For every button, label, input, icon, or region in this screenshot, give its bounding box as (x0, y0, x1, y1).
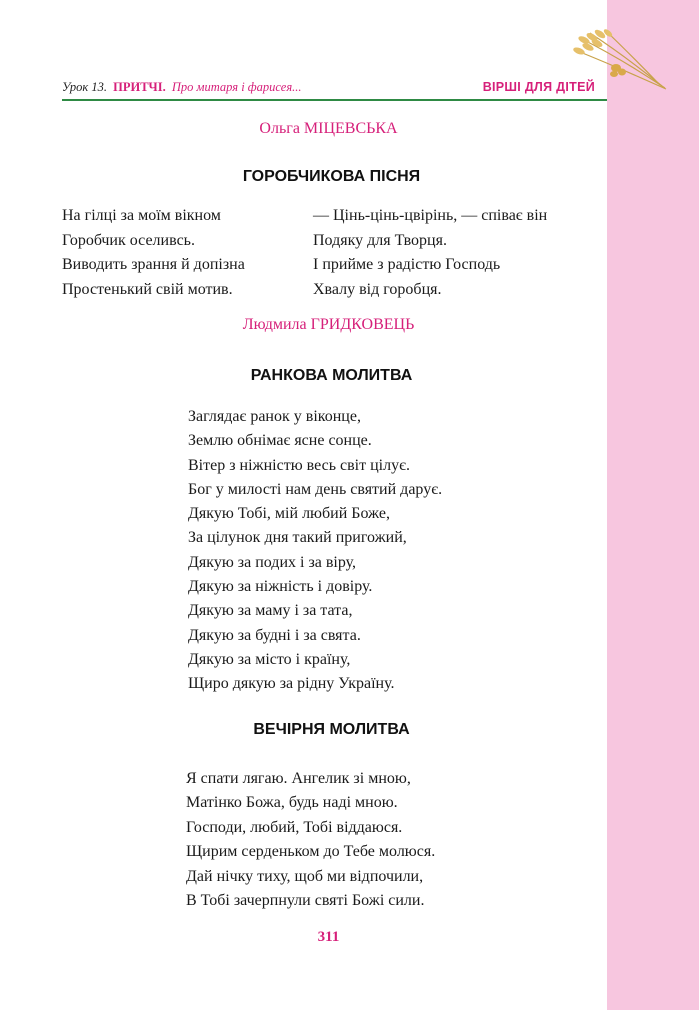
page-number: 311 (317, 929, 340, 945)
header-lesson-line (62, 80, 302, 95)
side-band (607, 0, 699, 1010)
poem-line: Хвалу від горобця. (313, 280, 442, 298)
poem1-column-left (62, 204, 245, 302)
poem1-column-right (313, 204, 547, 302)
poem-line: Простенький свій мотив. (62, 280, 233, 298)
running-header (62, 80, 607, 100)
poem-line: Господи, любий, Тобі віддаюся. (186, 818, 403, 836)
poem-line: Щирим серденьком до Тебе молюся. (186, 843, 436, 861)
header-divider (62, 99, 607, 101)
poem-line: Виводить зрання й допізна (62, 256, 245, 273)
poem-line: На гілці за моїм вікном (62, 207, 221, 224)
header-lesson: Урок 13. (62, 80, 108, 94)
poem-line: Дякую за ніжність і довіру. (188, 578, 373, 596)
poem-line: Бог у милості нам день святий дарує. (188, 480, 443, 498)
poem3-text (186, 767, 435, 913)
poem-line: Дякую за маму і за тата, (188, 602, 353, 620)
poem-line: В Тобі зачерпнули святі Божі сили. (186, 892, 425, 910)
poem-line: Дякую за місто і країну, (188, 650, 351, 668)
poem-line: Заглядає ранок у віконце, (188, 408, 361, 425)
poem3-title: ВЕЧІРНЯ МОЛИТВА (253, 721, 410, 738)
header-topic: ПРИТЧІ. (113, 80, 166, 94)
poem2-text (188, 405, 442, 697)
poem-line: Вітер з ніжністю весь світ цілує. (188, 456, 410, 474)
poem2-author (0, 316, 607, 334)
poem-line: Дякую Тобі, мій любий Боже, (188, 505, 390, 523)
poem-line: Дай нічку тиху, щоб ми відпочили, (186, 867, 424, 885)
poem-line: Землю обнімає ясне сонце. (188, 432, 372, 450)
poem-line: Я спати лягаю. Ангелик зі мною, (186, 770, 411, 787)
poem2-author-first: Людмила (242, 316, 307, 333)
poem-line: Горобчик оселивсь. (62, 231, 195, 249)
poem1-author (0, 120, 607, 138)
poem-line: Матінко Божа, будь наді мною. (186, 794, 398, 812)
poem-line: Дякую за будні і за свята. (188, 626, 361, 644)
poem1-author-last: МІЦЕВСЬКА (303, 120, 398, 137)
poem-line: І прийме з радістю Господь (313, 256, 501, 273)
header-section: ВІРШІ ДЛЯ ДІТЕЙ (482, 80, 595, 94)
poem-line: Подяку для Творця. (313, 231, 447, 249)
poem2-title: РАНКОВА МОЛИТВА (250, 367, 413, 384)
poem-line: Щиро дякую за рідну Україну. (188, 675, 395, 693)
poem-line: За цілунок дня такий пригожий, (188, 529, 407, 547)
poem-line: — Цінь-цінь-цвірінь, — співає він (313, 207, 548, 224)
poem1-author-first: Ольга (259, 120, 300, 137)
poem2-author-last: ГРИДКОВЕЦЬ (310, 316, 415, 333)
poem1-title: ГОРОБЧИКОВА ПІСНЯ (242, 168, 421, 185)
header-subtitle: Про митаря і фарисея... (171, 80, 302, 94)
poem-line: Дякую за подих і за віру, (188, 553, 357, 571)
